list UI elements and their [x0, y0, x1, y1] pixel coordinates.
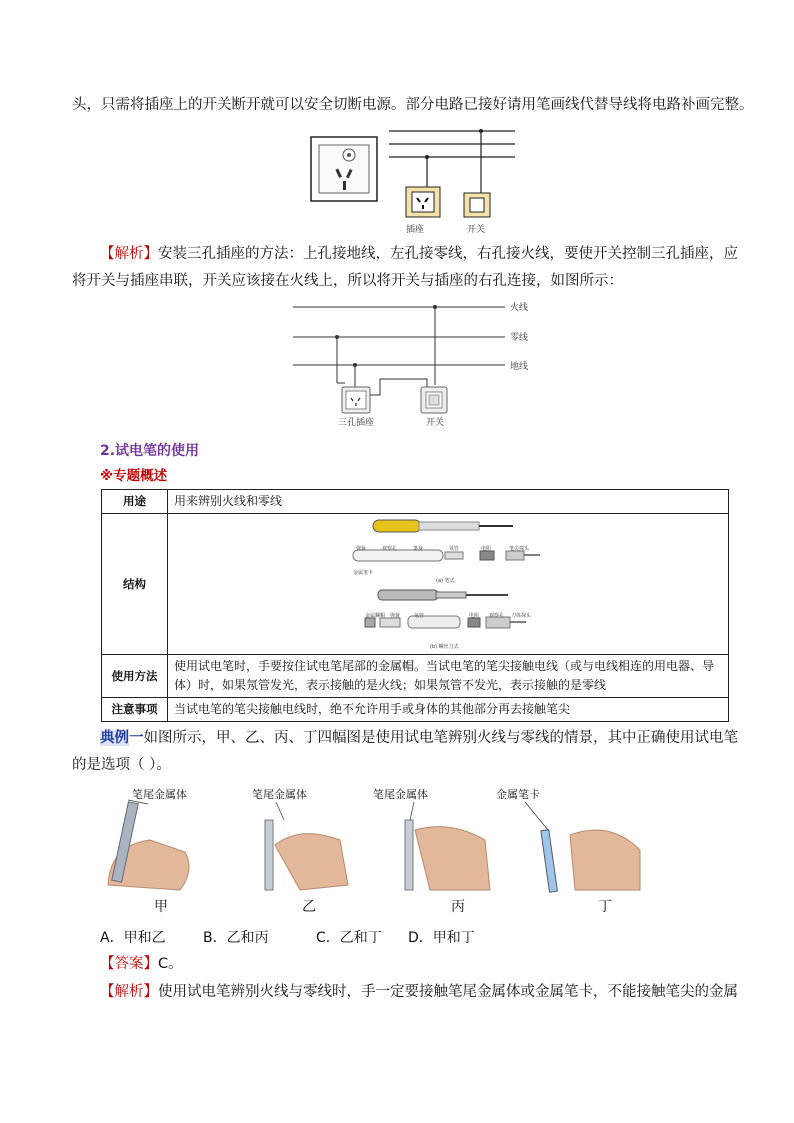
hand-label-ding: 金属笔卡 [496, 788, 540, 801]
neutral-wire-label: 零线 [510, 333, 529, 343]
option-d: D．甲和丁 [408, 930, 475, 946]
struct-label: 观察孔 [489, 613, 505, 619]
row-structure-head: 结构 [102, 514, 168, 655]
hand-label-bing: 笔尾金属体 [373, 788, 428, 801]
example-line-2: 的是选项（ ）。 [72, 757, 171, 773]
row-method-body: 使用试电笔时，手要按住试电笔尾部的金属帽。当试电笔的笔尖接触电线（或与电线相连的用电器、导 体）时，如果氖管发光，表示接触的是火线；如果氖管不发光，表示接触的是零线 [168, 655, 729, 698]
hand-label-yi: 笔尾金属体 [252, 788, 307, 801]
struct-label: 刀体探头 [511, 613, 532, 619]
struct-label: 金属螺帽 [365, 613, 386, 619]
analysis-1-line-1: 【解析】安装三孔插座的方法：上孔接地线，左孔接零线，右孔接火线，要使开关控制三孔插座，应 [100, 246, 738, 262]
hand-photo-jia [108, 800, 189, 890]
caption-jia: 甲 [154, 899, 168, 915]
row-structure-body [168, 514, 729, 655]
row-caution-head: 注意事项 [102, 698, 168, 722]
row-method-head: 使用方法 [102, 655, 168, 698]
option-b: B．乙和丙 [203, 930, 269, 946]
analysis-1-line-2: 将开关与插座串联，开关应该接在火线上，所以将开关与插座的右孔连接，如图所示： [72, 273, 623, 289]
struct-label: 氖管 [449, 546, 460, 552]
hands-figure [100, 790, 650, 900]
caption-bing: 丙 [451, 899, 465, 915]
live-wire-label: 火线 [510, 303, 529, 313]
analysis-tag: 【解析】 [100, 246, 158, 262]
section-title: 2.试电笔的使用 [100, 443, 200, 459]
hand-label-jia: 笔尾金属体 [132, 788, 187, 801]
row-usage-body: 用来辨别火线和零线 [168, 490, 729, 514]
analysis-tag: 【解析】 [100, 984, 158, 1000]
fig2-socket-label: 三孔插座 [338, 418, 375, 428]
struct-label: 氖管 [414, 613, 425, 619]
overview-title: ※专题概述 [100, 468, 168, 484]
circuit-figure-2 [290, 295, 540, 430]
answer-tag: 【答案】 [100, 956, 158, 972]
ground-wire-label: 地线 [510, 362, 529, 372]
struct-caption: (b) 螺丝刀式 [430, 644, 459, 650]
option-a: A．甲和乙 [100, 930, 166, 946]
analysis-2-line: 【解析】使用试电笔辨别火线与零线时，手一定要接触笔尾金属体或金属笔卡，不能接触笔尖的金属 [100, 984, 738, 1000]
struct-caption: (a) 笔式 [436, 578, 455, 584]
fig1-socket-label: 插座 [406, 225, 425, 235]
struct-label: 观察孔 [382, 546, 398, 552]
struct-label: 弹簧 [390, 613, 401, 619]
hand-photo-yi [265, 802, 348, 890]
struct-label: 电阻 [469, 613, 480, 619]
struct-label: 电阻 [481, 546, 492, 552]
fig2-switch-label: 开关 [426, 418, 445, 428]
row-usage-head: 用途 [102, 490, 168, 514]
option-c: C．乙和丁 [316, 930, 382, 946]
intro-text: 头，只需将插座上的开关断开就可以安全切断电源。部分电路已接好请用笔画线代替导线将电路补画完整。 [72, 97, 754, 113]
circuit-figure-1 [305, 125, 525, 237]
struct-label: 金属笔卡 [353, 570, 374, 576]
example-tag: 典例 [100, 730, 129, 746]
hand-photo-ding [525, 802, 640, 892]
caption-ding: 丁 [598, 899, 612, 915]
example-line-1: 典例一如图所示，甲、乙、丙、丁四幅图是使用试电笔辨别火线与零线的情景，其中正确使用试电笔 [100, 730, 738, 746]
answer-line: 【答案】C。 [100, 956, 183, 972]
hand-photo-bing [405, 802, 490, 890]
caption-yi: 乙 [302, 899, 316, 915]
struct-label: 弹簧 [356, 546, 367, 552]
struct-label: 笔身 [413, 546, 424, 552]
tester-info-table [101, 489, 729, 722]
struct-label: 笔尖探头 [509, 546, 530, 552]
row-caution-body: 当试电笔的笔尖接触电线时，绝不允许用手或身体的其他部分再去接触笔尖 [168, 698, 729, 722]
fig1-switch-label: 开关 [467, 225, 486, 235]
